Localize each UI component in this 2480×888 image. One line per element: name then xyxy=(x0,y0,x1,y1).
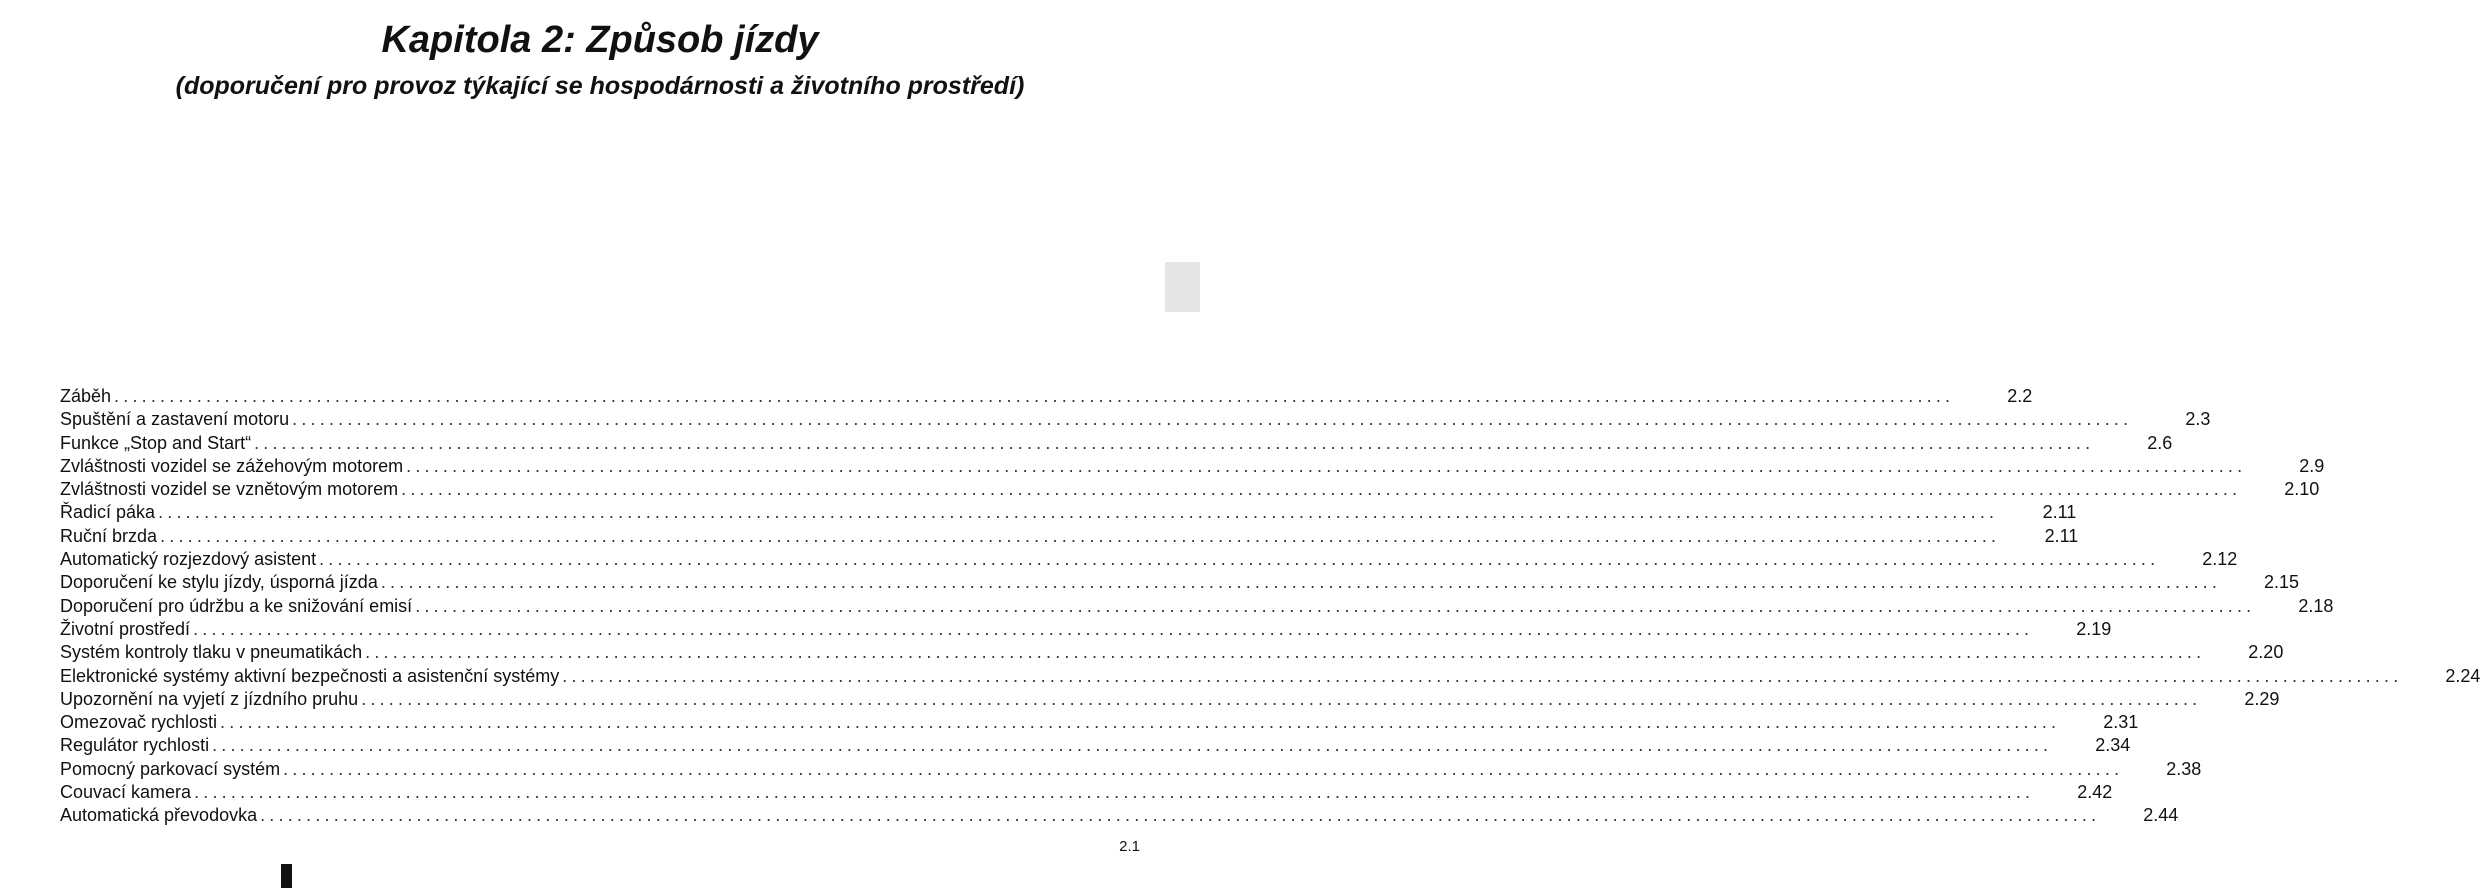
toc-leader-dots: ........................................................................................................................................................................................................ xyxy=(114,386,1955,406)
toc-entry-spusteni-motoru[interactable] xyxy=(60,408,2211,431)
toc-entry-zabeh[interactable] xyxy=(60,385,2033,408)
toc-entry-asistencni-systemy[interactable] xyxy=(60,665,2480,688)
toc-entry-regulator-rychlosti[interactable] xyxy=(60,734,2131,757)
toc-leader-dots: ........................................................................................................................................................................................................ xyxy=(361,688,2202,709)
toc-entry-page: 2.31 xyxy=(2103,712,2139,733)
toc-entry-page: 2.6 xyxy=(2147,432,2173,453)
toc-entry-title: Doporučení pro údržbu a ke snižování emisí xyxy=(60,595,413,616)
print-crop-mark xyxy=(281,864,292,888)
toc-entry-omezovac-rychlosti[interactable] xyxy=(60,711,2139,734)
toc-entry-title: Ruční brzda xyxy=(60,525,158,546)
toc-entry-page: 2.19 xyxy=(2076,618,2112,639)
toc-entry-page: 2.42 xyxy=(2077,782,2113,803)
table-of-contents xyxy=(60,385,2480,828)
toc-leader-dots: ........................................................................................................................................................................................................ xyxy=(212,735,2053,756)
toc-entry-page: 2.29 xyxy=(2244,688,2280,709)
toc-leader-dots: ........................................................................................................................................................................................................ xyxy=(292,409,2133,430)
toc-entry-title: Pomocný parkovací systém xyxy=(60,758,281,779)
toc-entry-page: 2.38 xyxy=(2166,758,2202,779)
toc-entry-title: Záběh xyxy=(60,386,112,406)
toc-entry-title: Automatický rozjezdový asistent xyxy=(60,549,317,570)
page-number: 2.1 xyxy=(1119,838,1140,855)
toc-entry-uspornа-jizda[interactable] xyxy=(60,571,2300,594)
toc-leader-dots: ........................................................................................................................................................................................................ xyxy=(158,502,1999,523)
toc-entry-page: 2.44 xyxy=(2143,805,2179,826)
toc-leader-dots: ........................................................................................................................................................................................................ xyxy=(406,455,2247,476)
toc-entry-title: Automatická převodovka xyxy=(60,805,258,826)
toc-entry-title: Couvací kamera xyxy=(60,782,192,803)
toc-entry-title: Řadicí páka xyxy=(60,502,156,523)
toc-entry-title: Funkce „Stop and Start“ xyxy=(60,432,252,453)
toc-entry-page: 2.15 xyxy=(2264,572,2300,593)
toc-leader-dots: ........................................................................................................................................................................................................ xyxy=(193,618,2034,639)
toc-entry-rucni-brzda[interactable] xyxy=(60,525,2079,548)
toc-entry-vznetovy-motor[interactable] xyxy=(60,478,2320,501)
toc-entry-title: Zvláštnosti vozidel se vznětovým motorem xyxy=(60,479,399,500)
toc-entry-page: 2.20 xyxy=(2248,642,2284,663)
toc-leader-dots: ........................................................................................................................................................................................................ xyxy=(260,805,2101,826)
toc-entry-parkovaci-system[interactable] xyxy=(60,758,2202,781)
toc-entry-title: Regulátor rychlosti xyxy=(60,735,210,756)
toc-entry-page: 2.12 xyxy=(2202,549,2238,570)
toc-leader-dots: ........................................................................................................................................................................................................ xyxy=(160,525,2001,546)
toc-entry-title: Systém kontroly tlaku v pneumatikách xyxy=(60,642,363,663)
toc-entry-title: Doporučení ke stylu jízdy, úsporná jízda xyxy=(60,572,378,593)
toc-entry-page: 2.10 xyxy=(2284,479,2320,500)
toc-entry-title: Elektronické systémy aktivní bezpečnosti a asistenční systémy xyxy=(60,665,560,686)
toc-leader-dots: ........................................................................................................................................................................................................ xyxy=(194,782,2035,803)
toc-leader-dots: ........................................................................................................................................................................................................ xyxy=(380,572,2222,593)
toc-leader-dots: ........................................................................................................................................................................................................ xyxy=(365,642,2206,663)
chapter-title: Kapitola 2: Způsob jízdy xyxy=(381,19,819,61)
toc-entry-page: 2.34 xyxy=(2095,735,2131,756)
chapter-subtitle: (doporučení pro provoz týkající se hospodárnosti a životního prostředí) xyxy=(175,72,1025,100)
toc-leader-dots: ........................................................................................................................................................................................................ xyxy=(401,479,2242,500)
toc-entry-title: Zvláštnosti vozidel se zážehovým motorem xyxy=(60,455,404,476)
toc-entry-couvaci-kamera[interactable] xyxy=(60,781,2113,804)
toc-leader-dots: ........................................................................................................................................................................................................ xyxy=(283,758,2124,779)
toc-entry-automaticka-prevodovka[interactable] xyxy=(60,804,2179,827)
toc-entry-zivotni-prostredi[interactable] xyxy=(60,618,2112,641)
toc-leader-dots: ........................................................................................................................................................................................................ xyxy=(562,665,2403,686)
toc-entry-page: 2.9 xyxy=(2299,455,2325,476)
toc-entry-title: Životní prostředí xyxy=(60,618,191,639)
toc-entry-page: 2.18 xyxy=(2298,595,2334,616)
toc-entry-title: Upozornění na vyjetí z jízdního pruhu xyxy=(60,688,359,709)
toc-entry-page: 2.2 xyxy=(2007,386,2033,406)
toc-entry-page: 2.11 xyxy=(2044,525,2079,546)
toc-entry-stop-and-start[interactable] xyxy=(60,432,2173,455)
toc-leader-dots: ........................................................................................................................................................................................................ xyxy=(415,595,2256,616)
toc-entry-radici-paka[interactable] xyxy=(60,501,2077,524)
toc-entry-udrzba-emise[interactable] xyxy=(60,595,2334,618)
toc-entry-rozjezdovy-asistent[interactable] xyxy=(60,548,2238,571)
toc-entry-page: 2.3 xyxy=(2185,409,2211,430)
toc-entry-title: Spuštění a zastavení motoru xyxy=(60,409,290,430)
toc-entry-tlak-pneumatik[interactable] xyxy=(60,641,2284,664)
chapter-side-tab xyxy=(1165,262,1200,312)
toc-leader-dots: ........................................................................................................................................................................................................ xyxy=(319,549,2160,570)
toc-entry-vyjeti-z-pruhu[interactable] xyxy=(60,688,2280,711)
toc-entry-zazehovy-motor[interactable] xyxy=(60,455,2325,478)
toc-leader-dots: ........................................................................................................................................................................................................ xyxy=(220,712,2061,733)
toc-entry-page: 2.24 xyxy=(2445,665,2480,686)
toc-entry-page: 2.11 xyxy=(2042,502,2077,523)
toc-leader-dots: ........................................................................................................................................................................................................ xyxy=(254,432,2095,453)
toc-entry-title: Omezovač rychlosti xyxy=(60,712,218,733)
